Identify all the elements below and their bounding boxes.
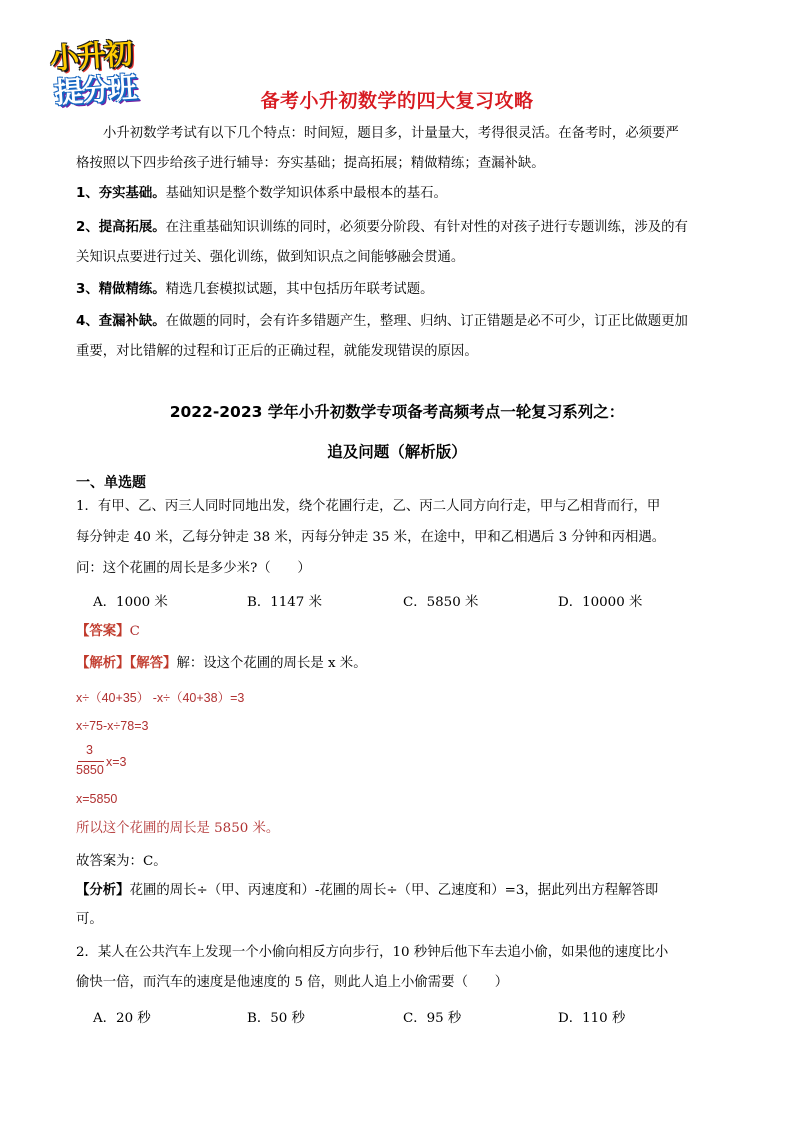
fraction-bar <box>78 761 104 762</box>
q1-line-3: 问：这个花圃的周长是多少米?（ ） <box>76 561 311 576</box>
tip-4-cont: 重要，对比错解的过程和订正后的正确过程，就能发现错误的原因。 <box>76 344 478 359</box>
q1-option-a: A．1000 米 <box>93 595 168 610</box>
q1-conclusion: 所以这个花圃的周长是 5850 米。 <box>76 821 280 836</box>
tip-2 <box>76 218 726 238</box>
tip-4 <box>76 312 726 332</box>
analysis-label: 【解析】【解答】 <box>76 656 177 671</box>
tip-3-head: 3、精做精练。 <box>76 282 166 297</box>
logo-line-2: 提分班 <box>52 70 137 110</box>
q1-answer <box>76 622 726 642</box>
q2-option-b: B．50 秒 <box>247 1011 305 1026</box>
answer-label: 【答案】 <box>76 624 130 639</box>
tip-3 <box>76 280 726 300</box>
q1-final-answer: 故答案为：C。 <box>76 854 167 869</box>
analysis-text: 解：设这个花圃的周长是 x 米。 <box>176 656 367 671</box>
tip-1-body: 基础知识是整个数学知识体系中最根本的基石。 <box>165 186 447 201</box>
series-subtitle: 追及问题（解析版） <box>327 443 467 461</box>
tip-1 <box>76 184 726 204</box>
q2-option-a: A．20 秒 <box>93 1011 151 1026</box>
q1-option-b: B．1147 米 <box>247 595 322 610</box>
formula-2: x÷75-x÷78=3 <box>76 719 149 733</box>
q2-option-d: D．110 秒 <box>558 1011 626 1026</box>
formula-3-denominator: 5850 <box>76 763 104 777</box>
page-title: 备考小升初数学的四大复习攻略 <box>260 90 534 112</box>
formula-3-numerator: 3 <box>86 743 93 757</box>
tip-3-body: 精选几套模拟试题，其中包括历年联考试题。 <box>165 282 434 297</box>
intro-line-1: 小升初数学考试有以下几个特点：时间短，题目多，计量量大，考得很灵活。在备考时，必须要严 <box>103 126 679 141</box>
tip-2-cont: 关知识点要进行过关、强化训练，做到知识点之间能够融会贯通。 <box>76 250 465 265</box>
answer-value: C <box>129 624 140 639</box>
q1-line-1: 1．有甲、乙、丙三人同时同地出发，绕个花圃行走，乙、丙二人同方向行走，甲与乙相背而行，甲 <box>76 499 661 514</box>
q1-option-d: D．10000 米 <box>558 595 643 610</box>
tip-1-head: 1、夯实基础。 <box>76 186 166 201</box>
tip-4-head: 4、查漏补缺。 <box>76 314 166 329</box>
formula-4: x=5850 <box>76 792 118 806</box>
intro-line-2: 格按照以下四步给孩子进行辅导：夯实基础；提高拓展；精做精练；查漏补缺。 <box>76 156 545 171</box>
fenxi-text: 花圃的周长÷（甲、丙速度和）-花圃的周长÷（甲、乙速度和）=3，据此列出方程解答即 <box>129 883 659 898</box>
q1-option-c: C．5850 米 <box>403 595 479 610</box>
section-heading: 一、单选题 <box>76 475 146 491</box>
q1-fenxi <box>76 881 726 901</box>
q2-option-c: C．95 秒 <box>403 1011 462 1026</box>
tip-4-body: 在做题的同时，会有许多错题产生，整理、归纳、订正错题是必不可少，订正比做题更加 <box>165 314 688 329</box>
formula-1: x÷（40+35） -x÷（40+38）=3 <box>76 691 245 705</box>
q2-line-2: 偷快一倍，而汽车的速度是他速度的 5 倍，则此人追上小偷需要（ ） <box>76 975 509 990</box>
q1-fenxi-cont: 可。 <box>76 912 103 927</box>
q1-line-2: 每分钟走 40 米，乙每分钟走 38 米，丙每分钟走 35 米，在途中，甲和乙相遇后 3 分钟和丙相遇。 <box>76 530 666 545</box>
logo-line-1: 小升初 <box>48 36 133 76</box>
tip-2-head: 2、提高拓展。 <box>76 220 166 235</box>
tip-2-body: 在注重基础知识训练的同时，必须要分阶段、有针对性的对孩子进行专题训练，涉及的有 <box>165 220 688 235</box>
fenxi-label: 【分析】 <box>76 883 130 898</box>
series-title: 2022-2023 学年小升初数学专项备考高频考点一轮复习系列之： <box>169 403 625 421</box>
q2-line-1: 2．某人在公共汽车上发现一个小偷向相反方向步行，10 秒钟后他下车去追小偷，如果他的速度比小 <box>76 945 669 960</box>
formula-3-rest: x=3 <box>106 755 127 769</box>
q1-analysis <box>76 654 726 674</box>
